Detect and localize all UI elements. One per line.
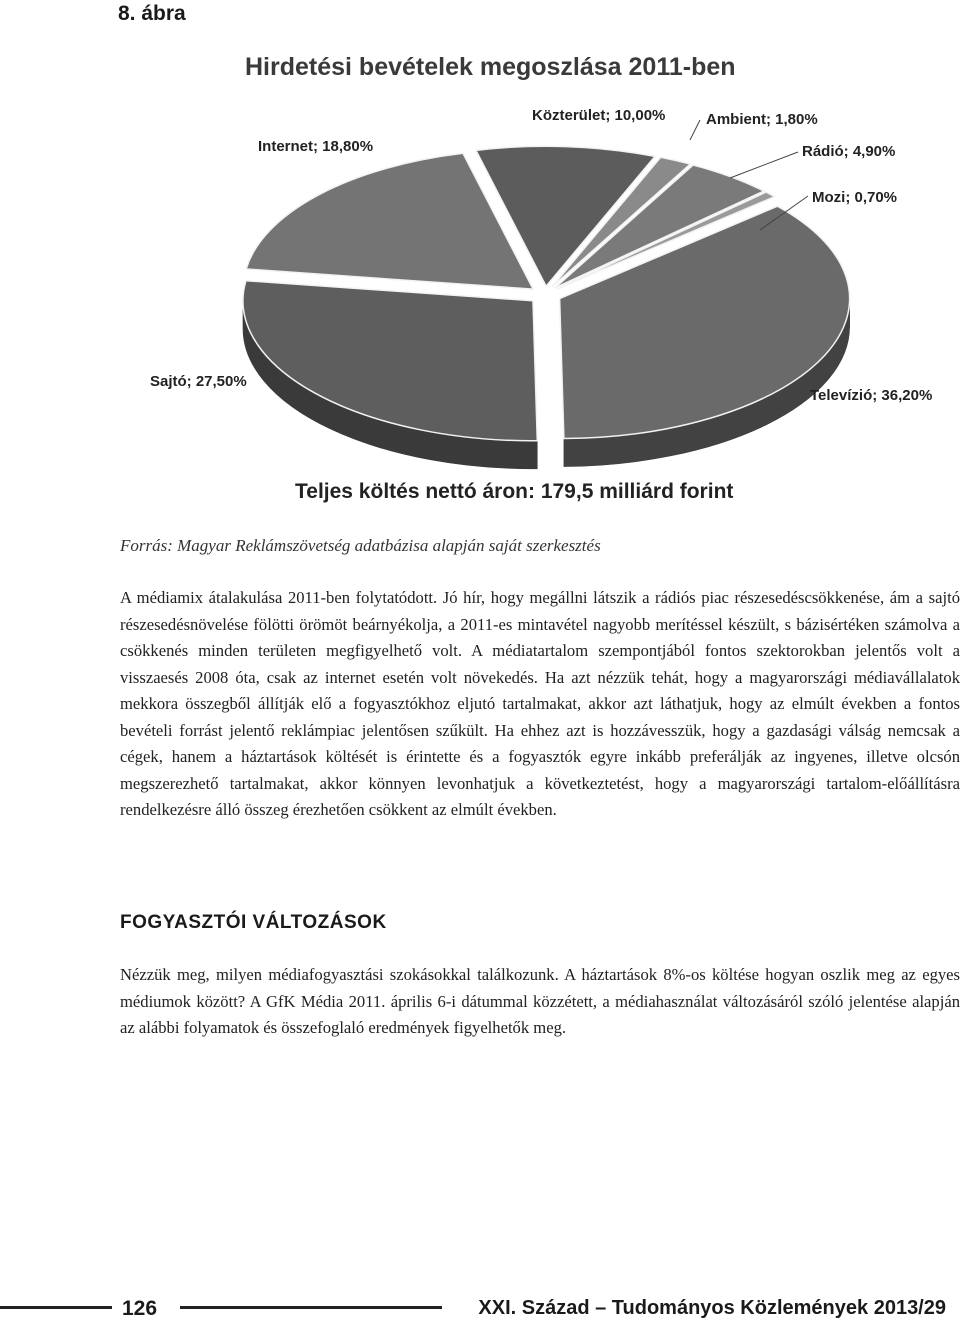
slice-label-rádió: Rádió; 4,90% [802, 143, 896, 160]
footer-rule-left [0, 1306, 112, 1309]
leader-line [690, 120, 700, 140]
slice-label-mozi: Mozi; 0,70% [812, 189, 898, 206]
slice-label-közterület: Közterület; 10,00% [532, 107, 666, 124]
slice-label-televízió: Televízió; 36,20% [810, 387, 933, 404]
chart-title: Hirdetési bevételek megoszlása 2011-ben [245, 53, 736, 81]
page-number: 126 [122, 1297, 158, 1320]
chart-total: Teljes költés nettó áron: 179,5 milliárd forint [295, 480, 734, 503]
pie-chart [0, 30, 960, 510]
footer-rule-right [180, 1306, 442, 1309]
pie-slices [243, 146, 850, 469]
body-paragraph-1: A médiamix átalakulása 2011-ben folytatódott. Jó hír, hogy megállni látszik a rádiós piac részesedéscsökkenése, ám a sajtó részesedésnövelése fölötti örömöt beárnyékolja, a 2011-es mintavétel nagyobb merítéssel készült, s bázisértéken számolva a csökkenés minden területen megfigyelhető volt. A médiatartalom szempontjából fontos szektorokban jelentős volt a visszaesés 2008 óta, csak az internet esetén volt növekedés. Ha azt nézzük tehát, hogy a magyarországi médiavállalatok mekkora összegből állítják elő a fogyasztókhoz eljutó tartalmakat, akkor azt láthatjuk, hogy az elmúlt években a fontos bevételi forrást jelentő reklámpiac jelentősen szűkült. Ha ehhez azt is hozzávesszük, hogy a gazdasági válság nemcsak a cégek, hanem a háztartások költését is érintette és a fogyasztók egyre inkább preferálják az ingyenes, illetve olcsón megszerezhető tartalmakat, akkor könnyen levonhatjuk a következtetést, hogy a magyarországi tartalom-előállításra rendelkezésre álló összeg érezhetően csökkent az elmúlt években. [120, 588, 960, 819]
body-paragraph-2: Nézzük meg, milyen médiafogyasztási szokásokkal találkozunk. A háztartások 8%-os költése hogyan oszlik meg az egyes médiumok között? A GfK Média 2011. április 6-i dátummal közzétett, a médiahasználat változásáról szóló jelentése alapján az alábbi folyamatok és összefoglaló eredmények figyelhetők meg. [120, 965, 960, 1037]
section-heading: FOGYASZTÓI VÁLTOZÁSOK [120, 912, 387, 933]
pie-slice-sajtó [243, 281, 537, 469]
slice-label-ambient: Ambient; 1,80% [706, 111, 818, 128]
figure-source: Forrás: Magyar Reklámszövetség adatbázisa alapján saját szerkesztés [120, 536, 601, 555]
figure-label: 8. ábra [118, 2, 186, 25]
slice-label-internet: Internet; 18,80% [258, 138, 374, 155]
leader-line [730, 152, 798, 178]
slice-label-sajtó: Sajtó; 27,50% [150, 373, 247, 390]
pie-slice-top-sajtó [243, 281, 537, 441]
journal-title: XXI. Század – Tudományos Közlemények 2013/29 [478, 1297, 946, 1319]
